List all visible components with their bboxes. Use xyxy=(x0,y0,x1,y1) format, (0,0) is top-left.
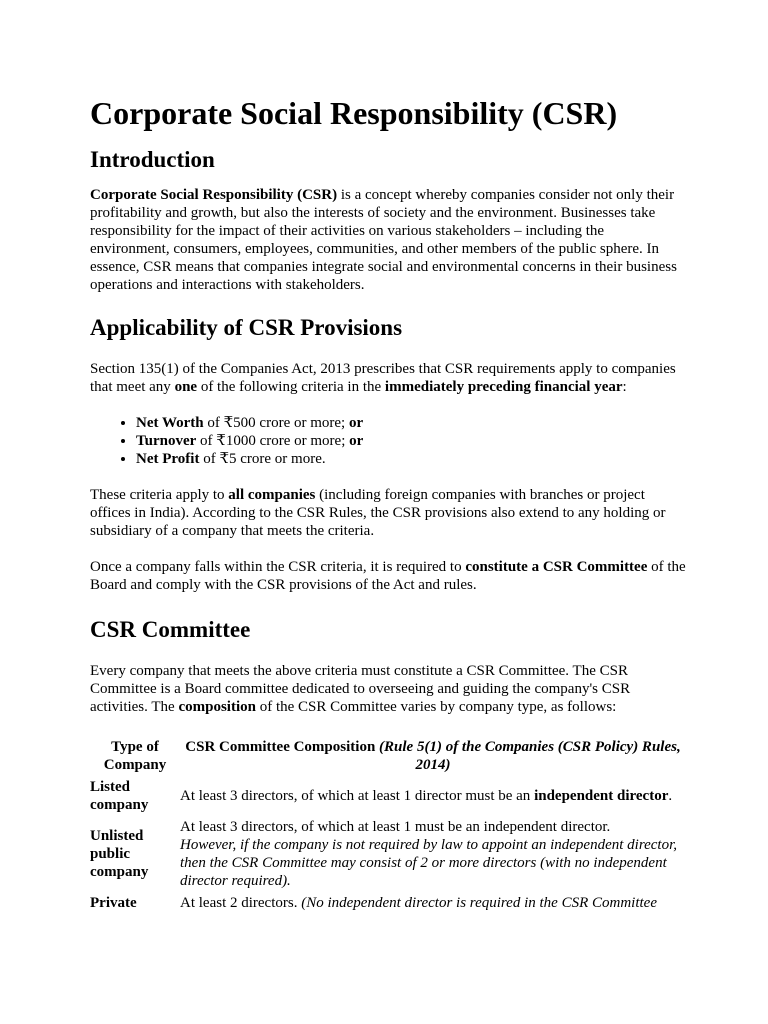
table-row xyxy=(90,892,686,914)
list-item xyxy=(136,450,686,468)
bold-run: one xyxy=(174,379,198,395)
all-companies-paragraph xyxy=(90,486,686,540)
header-rule-reference: (Rule 5(1) of the Companies (CSR Policy) Rules, 2014) xyxy=(379,739,681,773)
composition-text: At least 3 directors, of which at least 1 must be an independent director. xyxy=(180,819,611,835)
document-content xyxy=(90,94,686,914)
text-run: Once a company falls within the CSR criteria, it is required to xyxy=(90,559,466,575)
criterion-label: Net Worth xyxy=(136,415,204,431)
column-header-composition xyxy=(180,738,686,776)
list-item xyxy=(136,414,686,432)
text-run: Every company that meets the above criteria must constitute a CSR Committee. The CSR Committee is a Board committee dedicated to overseeing and guiding the company's CSR activities. The xyxy=(90,663,631,715)
company-type-cell: Private xyxy=(90,895,137,911)
list-item xyxy=(136,432,686,450)
section-heading-csr-committee: CSR Committee xyxy=(90,617,251,642)
applicability-paragraph xyxy=(90,360,686,396)
criterion-label: Net Profit xyxy=(136,451,200,467)
criterion-text: of ₹1000 crore or more; xyxy=(196,433,350,449)
intro-text: is a concept whereby companies consider not only their profitability and growth, but also the interests of society and the environment. Businesses take responsibility for the impact of their activities on various stakeholders – including the environment, consumers, employees, communities, and other members of the public sphere. In essence, CSR means that companies integrate social and environmental concerns in their business operations and interactions with stakeholders. xyxy=(90,187,677,293)
bold-run: immediately preceding financial year xyxy=(384,379,623,395)
text-run: of the Board and comply with the CSR provisions of the Act and rules. xyxy=(90,559,686,593)
table-header-row xyxy=(90,738,686,776)
column-header-type: Type of Company xyxy=(103,739,167,773)
committee-paragraph xyxy=(90,662,686,716)
composition-note: (No independent director is required in the CSR Committee xyxy=(301,895,657,911)
composition-text: At least 2 directors. xyxy=(180,895,302,911)
composition-note: However, if the company is not required by law to appoint an independent director, then the CSR Committee may consist of 2 or more directors (with no independent director required). xyxy=(180,837,678,889)
criterion-label: Turnover xyxy=(136,433,197,449)
company-type-cell: Listed company xyxy=(90,779,149,813)
company-type-cell: Unlisted public company xyxy=(90,828,149,880)
criterion-text: of ₹5 crore or more. xyxy=(199,451,326,467)
text-run: of the following criteria in the xyxy=(197,379,385,395)
bold-run: all companies xyxy=(228,487,316,503)
constitute-committee-paragraph xyxy=(90,558,686,594)
text-run: These criteria apply to xyxy=(90,487,229,503)
section-heading-introduction: Introduction xyxy=(90,147,215,172)
intro-lead-bold: Corporate Social Responsibility (CSR) xyxy=(90,187,338,203)
page-title: Corporate Social Responsibility (CSR) xyxy=(90,95,618,131)
composition-cell xyxy=(180,816,686,892)
text-run: (including foreign companies with branches or project offices in India). According to the CSR Rules, the CSR provisions also extend to any holding or subsidiary of a company that meets the criteria. xyxy=(90,487,666,539)
composition-cell xyxy=(180,776,686,816)
header-text: CSR Committee Composition xyxy=(185,739,380,755)
criterion-conjunction: or xyxy=(348,415,364,431)
table-row xyxy=(90,816,686,892)
criterion-conjunction: or xyxy=(349,433,364,449)
section-heading-applicability: Applicability of CSR Provisions xyxy=(90,315,403,340)
criteria-list xyxy=(90,414,686,468)
table-row xyxy=(90,776,686,816)
text-run: : xyxy=(622,379,627,395)
criterion-text: of ₹500 crore or more; xyxy=(203,415,349,431)
composition-text: At least 3 directors, of which at least 1 director must be an xyxy=(180,788,535,804)
composition-cell xyxy=(180,892,686,914)
bold-run: composition xyxy=(178,699,256,715)
text-run: Section 135(1) of the Companies Act, 2013 prescribes that CSR requirements apply to companies that meet any xyxy=(90,361,676,395)
committee-composition-table xyxy=(90,738,686,914)
intro-paragraph xyxy=(90,186,686,294)
text-run: of the CSR Committee varies by company type, as follows: xyxy=(255,699,617,715)
composition-bold: independent director xyxy=(534,788,669,804)
composition-tail: . xyxy=(668,788,673,804)
bold-run: constitute a CSR Committee xyxy=(465,559,648,575)
